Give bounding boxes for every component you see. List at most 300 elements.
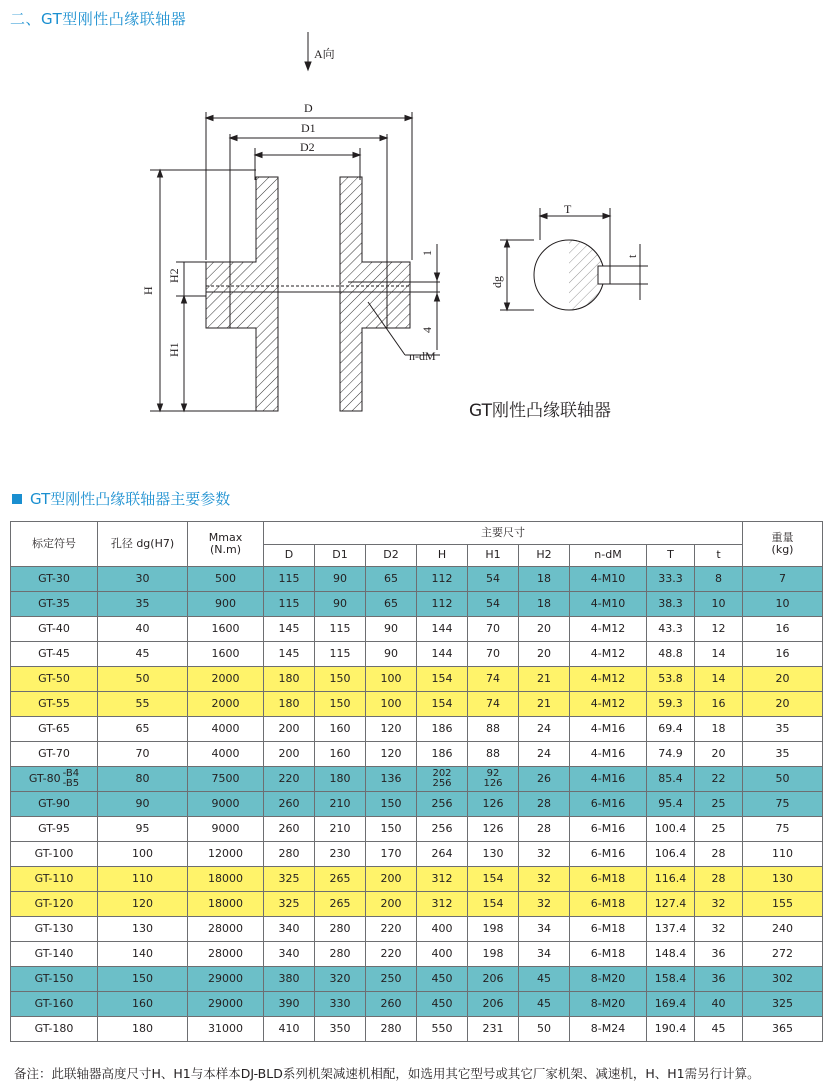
- table-cell: GT-140: [11, 942, 98, 967]
- table-cell: 340: [264, 942, 315, 967]
- table-cell: 95: [98, 817, 188, 842]
- table-cell: 4-M10: [570, 592, 647, 617]
- table-cell: 35: [98, 592, 188, 617]
- table-cell: 36: [695, 967, 743, 992]
- table-cell: 210: [315, 792, 366, 817]
- table-title: [12, 488, 230, 509]
- table-cell: GT-50: [11, 667, 98, 692]
- table-cell: 120: [366, 742, 417, 767]
- table-cell: 28: [695, 842, 743, 867]
- table-row: [11, 992, 823, 1017]
- table-cell: 4-M12: [570, 667, 647, 692]
- table-cell: 198: [468, 942, 519, 967]
- table-cell: 18: [519, 592, 570, 617]
- table-cell: 116.4: [647, 867, 695, 892]
- table-cell: 380: [264, 967, 315, 992]
- table-cell: 200: [366, 867, 417, 892]
- table-cell: 18: [695, 717, 743, 742]
- table-cell: 4-M16: [570, 767, 647, 792]
- table-cell: 4-M16: [570, 717, 647, 742]
- table-cell: 90: [315, 592, 366, 617]
- table-cell: 45: [695, 1017, 743, 1042]
- table-cell: 65: [98, 717, 188, 742]
- table-row: [11, 842, 823, 867]
- table-cell: 115: [264, 592, 315, 617]
- header-main-dims: 主要尺寸: [264, 522, 743, 545]
- table-cell: 35: [743, 742, 823, 767]
- table-cell: 88: [468, 717, 519, 742]
- table-cell: 45: [98, 642, 188, 667]
- table-cell: 6-M18: [570, 917, 647, 942]
- table-cell: 14: [695, 642, 743, 667]
- table-cell: 198: [468, 917, 519, 942]
- table-cell: 154: [417, 667, 468, 692]
- table-cell: 100: [98, 842, 188, 867]
- table-cell: 8-M20: [570, 967, 647, 992]
- table-cell: 95.4: [647, 792, 695, 817]
- table-cell: 34: [519, 942, 570, 967]
- table-cell: 9000: [188, 792, 264, 817]
- header-weight: 重量 (kg): [743, 522, 823, 567]
- header-t-lower: t: [695, 545, 743, 567]
- table-cell: 28: [519, 817, 570, 842]
- table-cell: 150: [366, 817, 417, 842]
- table-cell: 20: [743, 692, 823, 717]
- table-cell: GT-160: [11, 992, 98, 1017]
- header-bore: 孔径 dg(H7): [98, 522, 188, 567]
- table-cell: 180: [264, 692, 315, 717]
- table-cell: 112: [417, 592, 468, 617]
- table-cell: 900: [188, 592, 264, 617]
- table-cell: 25: [695, 817, 743, 842]
- table-cell: 200: [264, 742, 315, 767]
- table-cell: GT-180: [11, 1017, 98, 1042]
- table-row: [11, 892, 823, 917]
- table-cell: 90: [366, 642, 417, 667]
- table-cell: 32: [695, 892, 743, 917]
- table-cell: 55: [98, 692, 188, 717]
- header-h1: H1: [468, 545, 519, 567]
- table-cell: 34: [519, 917, 570, 942]
- table-cell: 231: [468, 1017, 519, 1042]
- table-cell: 92 126: [468, 767, 519, 792]
- table-cell: 6-M16: [570, 817, 647, 842]
- table-cell: GT-55: [11, 692, 98, 717]
- table-cell: 210: [315, 817, 366, 842]
- table-cell: 200: [366, 892, 417, 917]
- table-cell: 150: [315, 667, 366, 692]
- table-cell: 18000: [188, 867, 264, 892]
- table-cell: 28000: [188, 942, 264, 967]
- table-cell: 170: [366, 842, 417, 867]
- table-cell: 264: [417, 842, 468, 867]
- table-cell: 325: [264, 892, 315, 917]
- table-row: [11, 642, 823, 667]
- table-cell: 20: [743, 667, 823, 692]
- table-row: [11, 617, 823, 642]
- table-cell: 9000: [188, 817, 264, 842]
- header-code: 标定符号: [11, 522, 98, 567]
- table-cell: 25: [695, 792, 743, 817]
- table-cell: 32: [519, 842, 570, 867]
- table-cell: 40: [98, 617, 188, 642]
- table-cell: 160: [98, 992, 188, 1017]
- table-cell: 220: [366, 942, 417, 967]
- table-cell: 106.4: [647, 842, 695, 867]
- table-cell: 38.3: [647, 592, 695, 617]
- table-cell: 70: [98, 742, 188, 767]
- table-cell: 126: [468, 817, 519, 842]
- dim-d1-label: D1: [301, 121, 316, 135]
- table-cell: 100: [366, 692, 417, 717]
- table-cell: 120: [98, 892, 188, 917]
- table-cell: 32: [695, 917, 743, 942]
- table-row: [11, 592, 823, 617]
- table-cell: GT-95: [11, 817, 98, 842]
- table-cell: 140: [98, 942, 188, 967]
- header-d1: D1: [315, 545, 366, 567]
- table-cell: 80: [98, 767, 188, 792]
- table-cell: 10: [695, 592, 743, 617]
- table-cell: 45: [519, 967, 570, 992]
- table-cell: 4-M12: [570, 692, 647, 717]
- table-cell: 69.4: [647, 717, 695, 742]
- table-cell: 100.4: [647, 817, 695, 842]
- table-cell: 2000: [188, 667, 264, 692]
- table-cell: 43.3: [647, 617, 695, 642]
- table-cell: GT-120: [11, 892, 98, 917]
- table-cell: 74.9: [647, 742, 695, 767]
- table-cell: 20: [695, 742, 743, 767]
- table-cell: 150: [98, 967, 188, 992]
- header-h: H: [417, 545, 468, 567]
- table-cell: 54: [468, 592, 519, 617]
- table-cell: 40: [695, 992, 743, 1017]
- table-cell: 220: [366, 917, 417, 942]
- table-cell: 302: [743, 967, 823, 992]
- table-cell: 90: [315, 567, 366, 592]
- table-cell: 16: [743, 617, 823, 642]
- table-cell: 145: [264, 642, 315, 667]
- table-cell: 280: [315, 942, 366, 967]
- table-cell: GT-130: [11, 917, 98, 942]
- table-cell: 75: [743, 792, 823, 817]
- table-cell: 169.4: [647, 992, 695, 1017]
- dim-4-label: 4: [420, 327, 434, 333]
- table-cell: 144: [417, 642, 468, 667]
- table-row: [11, 692, 823, 717]
- table-row: [11, 917, 823, 942]
- table-row: [11, 767, 823, 792]
- table-cell: 4-M12: [570, 642, 647, 667]
- table-cell: 30: [98, 567, 188, 592]
- table-cell: 400: [417, 917, 468, 942]
- table-cell: 155: [743, 892, 823, 917]
- table-cell: 12: [695, 617, 743, 642]
- table-cell: 21: [519, 692, 570, 717]
- table-cell: 6-M18: [570, 942, 647, 967]
- table-cell: 330: [315, 992, 366, 1017]
- table-cell: 410: [264, 1017, 315, 1042]
- table-cell: 325: [743, 992, 823, 1017]
- table-cell: 206: [468, 992, 519, 1017]
- table-cell: 202 256: [417, 767, 468, 792]
- table-cell: 75: [743, 817, 823, 842]
- table-cell: 32: [519, 892, 570, 917]
- section-title: 二、GT型刚性凸缘联轴器: [10, 10, 187, 28]
- table-cell: 350: [315, 1017, 366, 1042]
- table-cell: 1600: [188, 617, 264, 642]
- table-cell: 200: [264, 717, 315, 742]
- table-cell: 240: [743, 917, 823, 942]
- table-cell: 8-M24: [570, 1017, 647, 1042]
- table-row: [11, 1017, 823, 1042]
- table-cell: 16: [743, 642, 823, 667]
- table-cell: 120: [366, 717, 417, 742]
- table-cell: 312: [417, 892, 468, 917]
- dim-h-label: H: [141, 286, 155, 295]
- table-cell: 130: [98, 917, 188, 942]
- table-cell: 32: [519, 867, 570, 892]
- header-h2: H2: [519, 545, 570, 567]
- table-cell: 230: [315, 842, 366, 867]
- table-cell: 29000: [188, 967, 264, 992]
- table-cell: 6-M18: [570, 892, 647, 917]
- table-cell: 7500: [188, 767, 264, 792]
- table-cell: 550: [417, 1017, 468, 1042]
- table-row: [11, 792, 823, 817]
- table-body: [11, 567, 823, 1042]
- table-cell: 18000: [188, 892, 264, 917]
- table-cell: 85.4: [647, 767, 695, 792]
- row-code: GT-80: [28, 772, 61, 785]
- table-cell: 21: [519, 667, 570, 692]
- table-cell: 265: [315, 867, 366, 892]
- table-cell: 127.4: [647, 892, 695, 917]
- dim-h1-label: H1: [167, 342, 181, 357]
- table-cell: GT-100: [11, 842, 98, 867]
- table-cell: 8-M20: [570, 992, 647, 1017]
- parameters-table: [10, 521, 823, 1042]
- table-cell: GT-30: [11, 567, 98, 592]
- table-cell: 130: [743, 867, 823, 892]
- dim-dg-label: dg: [490, 276, 504, 288]
- table-cell: GT-110: [11, 867, 98, 892]
- table-cell: 29000: [188, 992, 264, 1017]
- table-cell: 206: [468, 967, 519, 992]
- bolt-label: n-dM: [409, 349, 436, 363]
- table-cell: 340: [264, 917, 315, 942]
- header-t-upper: T: [647, 545, 695, 567]
- table-cell: 500: [188, 567, 264, 592]
- dim-t-upper-label: T: [564, 202, 572, 216]
- table-cell: GT-45: [11, 642, 98, 667]
- table-cell: 36: [695, 942, 743, 967]
- table-cell: 16: [695, 692, 743, 717]
- table-cell: [11, 767, 98, 792]
- table-cell: 144: [417, 617, 468, 642]
- table-row: [11, 717, 823, 742]
- table-cell: 74: [468, 692, 519, 717]
- table-cell: 154: [468, 867, 519, 892]
- table-cell: 450: [417, 992, 468, 1017]
- coupling-drawing: [0, 30, 700, 425]
- table-cell: 65: [366, 592, 417, 617]
- dim-t-lower-label: t: [625, 254, 639, 258]
- table-row: [11, 817, 823, 842]
- table-cell: 50: [743, 767, 823, 792]
- table-cell: 50: [98, 667, 188, 692]
- table-cell: 320: [315, 967, 366, 992]
- table-cell: 280: [315, 917, 366, 942]
- table-cell: 256: [417, 817, 468, 842]
- table-cell: 160: [315, 742, 366, 767]
- table-cell: 18: [519, 567, 570, 592]
- table-cell: GT-150: [11, 967, 98, 992]
- table-cell: 74: [468, 667, 519, 692]
- table-row: [11, 867, 823, 892]
- table-cell: 88: [468, 742, 519, 767]
- table-cell: 59.3: [647, 692, 695, 717]
- table-cell: 24: [519, 717, 570, 742]
- header-d2: D2: [366, 545, 417, 567]
- direction-label: A向: [314, 47, 335, 61]
- table-cell: 54: [468, 567, 519, 592]
- table-row: [11, 942, 823, 967]
- table-cell: 48.8: [647, 642, 695, 667]
- table-cell: 90: [366, 617, 417, 642]
- table-cell: 280: [264, 842, 315, 867]
- table-cell: 154: [417, 692, 468, 717]
- table-cell: 4000: [188, 717, 264, 742]
- table-cell: 53.8: [647, 667, 695, 692]
- table-cell: 28: [695, 867, 743, 892]
- table-cell: 260: [264, 817, 315, 842]
- table-row: [11, 742, 823, 767]
- table-cell: 250: [366, 967, 417, 992]
- table-cell: 31000: [188, 1017, 264, 1042]
- table-cell: 158.4: [647, 967, 695, 992]
- table-cell: 365: [743, 1017, 823, 1042]
- table-cell: 14: [695, 667, 743, 692]
- footnote: 备注：此联轴器高度尺寸H、H1与本样本DJ-BLD系列机架减速机相配，如选用其它型号或其它厂家机架、减速机，H、H1需另行计算。: [14, 1066, 760, 1081]
- table-cell: 110: [743, 842, 823, 867]
- table-title-text: GT型刚性凸缘联轴器主要参数: [30, 490, 231, 508]
- table-cell: 400: [417, 942, 468, 967]
- table-cell: 450: [417, 967, 468, 992]
- table-cell: 220: [264, 767, 315, 792]
- row-code-suffix: -B4 -B5: [62, 768, 80, 789]
- table-cell: 180: [315, 767, 366, 792]
- header-d: D: [264, 545, 315, 567]
- table-cell: 4000: [188, 742, 264, 767]
- table-cell: 10: [743, 592, 823, 617]
- table-cell: GT-70: [11, 742, 98, 767]
- table-cell: 130: [468, 842, 519, 867]
- table-cell: 137.4: [647, 917, 695, 942]
- table-cell: GT-40: [11, 617, 98, 642]
- table-cell: 126: [468, 792, 519, 817]
- table-cell: 35: [743, 717, 823, 742]
- table-cell: 65: [366, 567, 417, 592]
- table-cell: 1600: [188, 642, 264, 667]
- table-cell: 4-M10: [570, 567, 647, 592]
- dim-d-label: D: [304, 101, 313, 115]
- table-cell: 136: [366, 767, 417, 792]
- table-cell: 190.4: [647, 1017, 695, 1042]
- table-cell: 154: [468, 892, 519, 917]
- table-cell: 260: [264, 792, 315, 817]
- table-cell: 45: [519, 992, 570, 1017]
- table-cell: 20: [519, 642, 570, 667]
- table-cell: 7: [743, 567, 823, 592]
- table-cell: 186: [417, 742, 468, 767]
- title-square-icon: [12, 494, 22, 504]
- table-cell: 280: [366, 1017, 417, 1042]
- table-cell: 256: [417, 792, 468, 817]
- table-cell: 33.3: [647, 567, 695, 592]
- table-cell: 110: [98, 867, 188, 892]
- table-cell: 6-M16: [570, 792, 647, 817]
- table-cell: 28: [519, 792, 570, 817]
- table-row: [11, 567, 823, 592]
- dim-1-label: 1: [420, 250, 434, 256]
- table-cell: 115: [315, 642, 366, 667]
- table-cell: 90: [98, 792, 188, 817]
- drawing-caption: GT刚性凸缘联轴器: [469, 401, 611, 421]
- table-cell: 150: [315, 692, 366, 717]
- table-cell: 70: [468, 642, 519, 667]
- table-cell: 145: [264, 617, 315, 642]
- table-cell: 272: [743, 942, 823, 967]
- dim-h2-label: H2: [167, 268, 181, 283]
- table-cell: 115: [264, 567, 315, 592]
- table-cell: 28000: [188, 917, 264, 942]
- table-cell: 150: [366, 792, 417, 817]
- table-cell: GT-35: [11, 592, 98, 617]
- table-cell: 160: [315, 717, 366, 742]
- table-cell: 8: [695, 567, 743, 592]
- table-cell: 180: [264, 667, 315, 692]
- header-ndm: n-dM: [570, 545, 647, 567]
- table-cell: 260: [366, 992, 417, 1017]
- dim-d2-label: D2: [300, 140, 315, 154]
- table-cell: 312: [417, 867, 468, 892]
- table-cell: 6-M18: [570, 867, 647, 892]
- table-cell: 70: [468, 617, 519, 642]
- table-cell: 115: [315, 617, 366, 642]
- table-cell: 4-M16: [570, 742, 647, 767]
- table-cell: 50: [519, 1017, 570, 1042]
- table-cell: GT-90: [11, 792, 98, 817]
- table-cell: 26: [519, 767, 570, 792]
- table-cell: 148.4: [647, 942, 695, 967]
- table-cell: 20: [519, 617, 570, 642]
- table-cell: 100: [366, 667, 417, 692]
- header-mmax: Mmax (N.m): [188, 522, 264, 567]
- table-cell: 12000: [188, 842, 264, 867]
- table-cell: 2000: [188, 692, 264, 717]
- table-cell: 180: [98, 1017, 188, 1042]
- table-cell: 325: [264, 867, 315, 892]
- table-cell: 24: [519, 742, 570, 767]
- table-cell: 265: [315, 892, 366, 917]
- table-cell: 4-M12: [570, 617, 647, 642]
- table-cell: 186: [417, 717, 468, 742]
- table-cell: 112: [417, 567, 468, 592]
- table-row: [11, 667, 823, 692]
- table-cell: 6-M16: [570, 842, 647, 867]
